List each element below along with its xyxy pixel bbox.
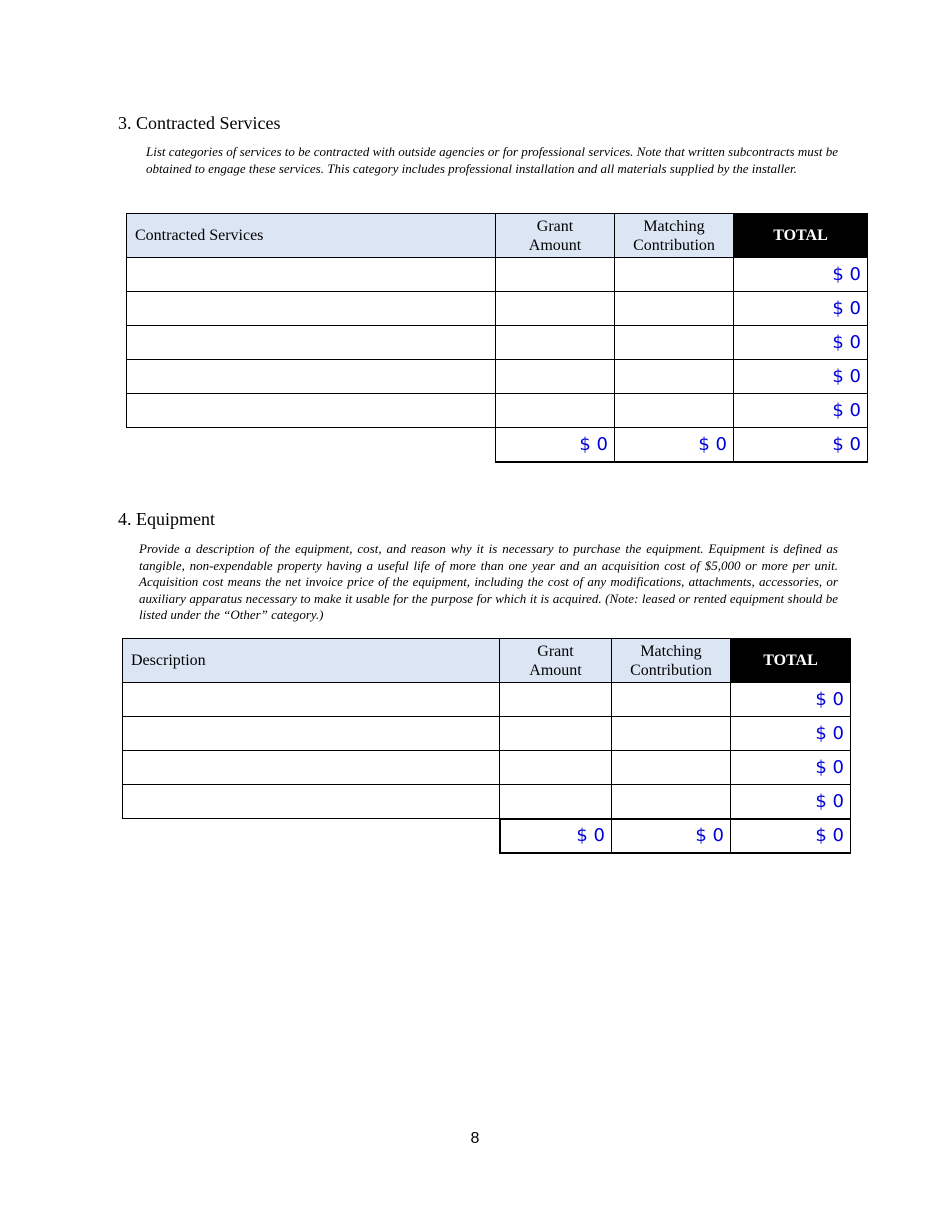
totals-spacer: [127, 428, 496, 462]
equipment-table: [122, 638, 851, 854]
table-row: [123, 751, 851, 785]
matching-contribution-cell[interactable]: [612, 683, 731, 717]
grant-amount-cell[interactable]: [500, 751, 612, 785]
column-header-matching: Matching Contribution: [612, 639, 731, 683]
table-row: [123, 717, 851, 751]
row-total-value: $ 0: [731, 683, 851, 717]
section-instructions-equipment: Provide a description of the equipment, cost, and reason why it is necessary to purchase the equipment. Equipment is defined as tangible, non-expendable property having a useful life of more than one year and an acquisition cost of $5,000 or more per unit. Acquisition cost means the net invoice price of the equipment, including the cost of any modifications, attachments, accessories, or auxiliary apparatus necessary to make it usable for the purpose for which it is acquired. (Note: leased or rented equipment should be listed under the “Other” category.): [139, 541, 838, 622]
table-row: [123, 683, 851, 717]
description-cell[interactable]: [123, 751, 500, 785]
description-cell[interactable]: [127, 292, 496, 326]
totals-spacer: [123, 819, 500, 853]
section-heading-equipment: 4. Equipment: [118, 509, 215, 529]
matching-contribution-total: $ 0: [612, 819, 731, 853]
table-header-row: [127, 214, 868, 258]
description-cell[interactable]: [123, 785, 500, 819]
table-row: [127, 394, 868, 428]
column-header-total: TOTAL: [734, 214, 868, 258]
table-row: [127, 360, 868, 394]
matching-contribution-cell[interactable]: [612, 785, 731, 819]
matching-contribution-cell[interactable]: [612, 717, 731, 751]
grant-amount-total: $ 0: [496, 428, 615, 462]
description-cell[interactable]: [127, 360, 496, 394]
row-total-value: $ 0: [734, 360, 868, 394]
row-total-value: $ 0: [734, 258, 868, 292]
grant-amount-cell[interactable]: [496, 326, 615, 360]
matching-contribution-cell[interactable]: [612, 751, 731, 785]
grant-amount-total: $ 0: [500, 819, 612, 853]
column-header-grant: Grant Amount: [500, 639, 612, 683]
matching-contribution-cell[interactable]: [615, 326, 734, 360]
table-totals-row: [127, 428, 868, 462]
contracted-services-table: [126, 213, 868, 463]
row-total-value: $ 0: [731, 717, 851, 751]
grand-total: $ 0: [731, 819, 851, 853]
row-total-value: $ 0: [731, 751, 851, 785]
matching-contribution-cell[interactable]: [615, 394, 734, 428]
description-cell[interactable]: [123, 683, 500, 717]
matching-contribution-total: $ 0: [615, 428, 734, 462]
table-row: [127, 292, 868, 326]
matching-contribution-cell[interactable]: [615, 258, 734, 292]
table-row: [123, 785, 851, 819]
column-header-total: TOTAL: [731, 639, 851, 683]
table-totals-row: [123, 819, 851, 853]
grant-amount-cell[interactable]: [496, 292, 615, 326]
description-cell[interactable]: [127, 258, 496, 292]
table-header-row: [123, 639, 851, 683]
row-total-value: $ 0: [731, 785, 851, 819]
column-header-matching: Matching Contribution: [615, 214, 734, 258]
table-row: [127, 258, 868, 292]
description-cell[interactable]: [127, 326, 496, 360]
column-header-description: Contracted Services: [127, 214, 496, 258]
grant-amount-cell[interactable]: [496, 360, 615, 394]
row-total-value: $ 0: [734, 326, 868, 360]
description-cell[interactable]: [123, 717, 500, 751]
matching-contribution-cell[interactable]: [615, 360, 734, 394]
grant-amount-cell[interactable]: [500, 785, 612, 819]
grant-amount-cell[interactable]: [500, 717, 612, 751]
column-header-grant: Grant Amount: [496, 214, 615, 258]
section-instructions-contracted-services: List categories of services to be contracted with outside agencies or for professional services. Note that written subcontracts must be obtained to engage these services. This category includes professional installation and all materials supplied by the installer.: [146, 144, 838, 176]
page-number: 8: [470, 1130, 480, 1147]
column-header-description: Description: [123, 639, 500, 683]
matching-contribution-cell[interactable]: [615, 292, 734, 326]
section-heading-contracted-services: 3. Contracted Services: [118, 113, 281, 133]
grand-total: $ 0: [734, 428, 868, 462]
grant-amount-cell[interactable]: [500, 683, 612, 717]
grant-amount-cell[interactable]: [496, 258, 615, 292]
row-total-value: $ 0: [734, 394, 868, 428]
description-cell[interactable]: [127, 394, 496, 428]
row-total-value: $ 0: [734, 292, 868, 326]
table-row: [127, 326, 868, 360]
grant-amount-cell[interactable]: [496, 394, 615, 428]
